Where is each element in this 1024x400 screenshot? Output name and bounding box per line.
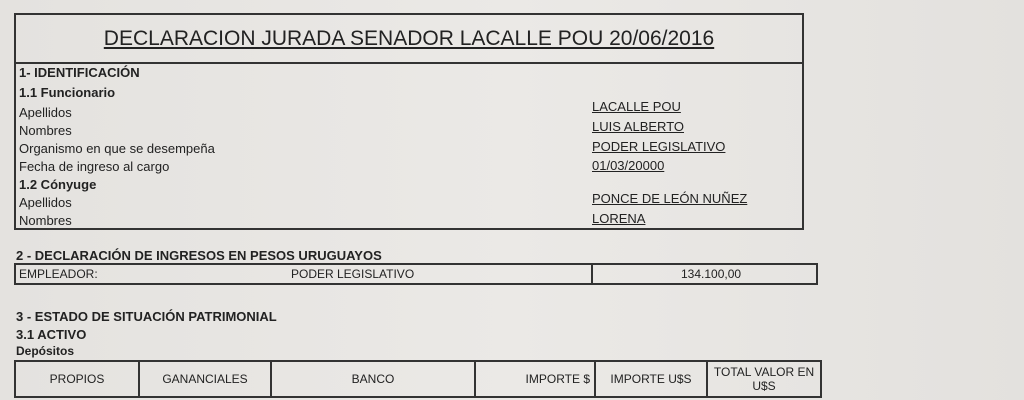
label-apellidos: Apellidos [19, 105, 72, 120]
income-amount: 134.100,00 [681, 267, 742, 281]
label-fecha-ingreso: Fecha de ingreso al cargo [19, 159, 170, 174]
col-importe-pesos: IMPORTE $ [475, 361, 595, 397]
employer-label: EMPLEADOR: [19, 267, 98, 281]
income-row [14, 263, 818, 285]
activo-heading: 3.1 ACTIVO [16, 327, 87, 342]
section-1-heading: 1- IDENTIFICACIÓN [19, 65, 140, 80]
value-organismo: PODER LEGISLATIVO [592, 139, 726, 154]
value-conyuge-nombres: LORENA [592, 211, 646, 226]
col-propios: PROPIOS [15, 361, 139, 397]
section-2-heading: 2 - DECLARACIÓN DE INGRESOS EN PESOS URUGUAYOS [16, 248, 382, 263]
section-3-heading: 3 - ESTADO DE SITUACIÓN PATRIMONIAL [16, 309, 277, 324]
depositos-table [14, 360, 822, 398]
value-conyuge-apellidos: PONCE DE LEÓN NUÑEZ [592, 191, 748, 206]
col-importe-usd: IMPORTE U$S [595, 361, 707, 397]
col-banco: BANCO [271, 361, 475, 397]
income-divider [591, 265, 593, 283]
value-apellidos: LACALLE POU [592, 99, 681, 114]
employer-value: PODER LEGISLATIVO [291, 267, 415, 281]
document-title-row [16, 15, 802, 64]
document-title: DECLARACION JURADA SENADOR LACALLE POU 20/06/2016 [103, 27, 715, 50]
identification-box [14, 13, 804, 230]
col-gananciales: GANANCIALES [139, 361, 271, 397]
conyuge-heading: 1.2 Cónyuge [19, 177, 97, 192]
col-total-usd: TOTAL VALOR EN U$S [707, 361, 821, 397]
funcionario-heading: 1.1 Funcionario [19, 85, 116, 100]
label-organismo: Organismo en que se desempeña [19, 141, 215, 156]
label-conyuge-nombres: Nombres [19, 213, 72, 228]
value-nombres: LUIS ALBERTO [592, 119, 685, 134]
label-nombres: Nombres [19, 123, 72, 138]
value-fecha-ingreso: 01/03/20000 [592, 158, 665, 173]
label-conyuge-apellidos: Apellidos [19, 195, 72, 210]
depositos-heading: Depósitos [16, 344, 75, 358]
